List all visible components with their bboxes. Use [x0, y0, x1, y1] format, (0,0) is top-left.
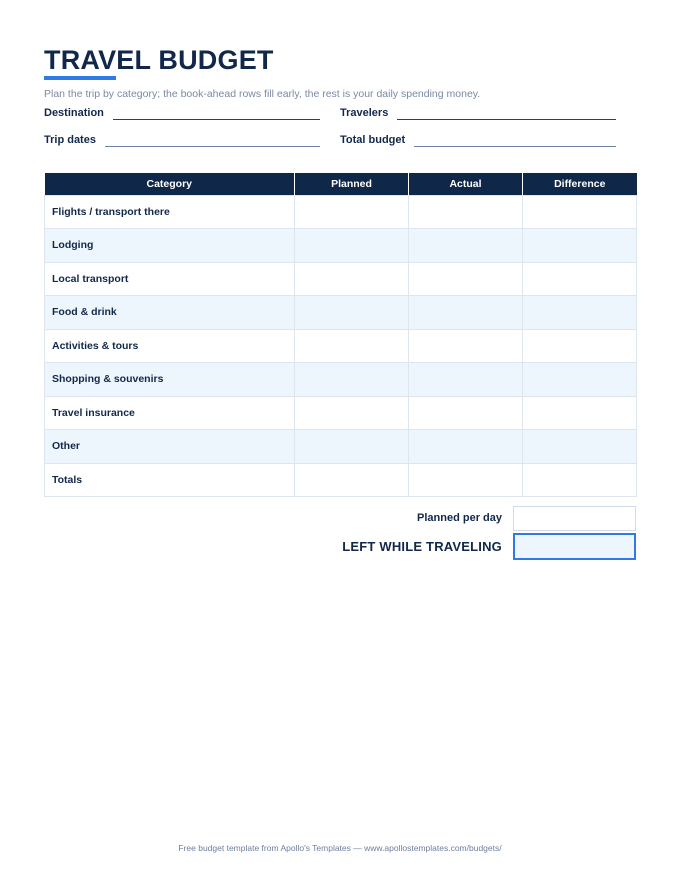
table-row	[45, 296, 637, 330]
row-category-label: Other	[45, 430, 295, 464]
column-header-actual: Actual	[409, 173, 523, 195]
planned-cell[interactable]	[295, 262, 409, 296]
planned-cell[interactable]	[295, 296, 409, 330]
trip-dates-input-line[interactable]	[105, 137, 320, 147]
total-budget-field[interactable]	[340, 131, 616, 147]
budget-table	[44, 173, 637, 497]
difference-cell[interactable]	[523, 363, 637, 397]
planned-cell[interactable]	[295, 430, 409, 464]
difference-cell[interactable]	[523, 396, 637, 430]
title-accent-bar	[44, 76, 116, 80]
table-header-row	[45, 173, 637, 195]
difference-cell[interactable]	[523, 262, 637, 296]
actual-cell[interactable]	[409, 195, 523, 229]
table-row	[45, 329, 637, 363]
actual-cell[interactable]	[409, 262, 523, 296]
left-while-traveling-label: LEFT WHILE TRAVELING	[342, 539, 502, 554]
row-category-label: Travel insurance	[45, 396, 295, 430]
planned-cell[interactable]	[295, 363, 409, 397]
planned-cell[interactable]	[295, 396, 409, 430]
row-category-label: Activities & tours	[45, 329, 295, 363]
footer-credit: Free budget template from Apollo's Templates — www.apollostemplates.com/budgets/	[178, 843, 502, 853]
actual-cell[interactable]	[409, 229, 523, 263]
table-row	[45, 396, 637, 430]
actual-cell[interactable]	[409, 296, 523, 330]
trip-dates-label: Trip dates	[44, 134, 96, 146]
row-category-label: Lodging	[45, 229, 295, 263]
table-row	[45, 195, 637, 229]
destination-label: Destination	[44, 107, 104, 119]
actual-cell[interactable]	[409, 396, 523, 430]
table-row	[45, 430, 637, 464]
total-budget-label: Total budget	[340, 134, 406, 146]
totals-label: Totals	[45, 463, 295, 497]
planned-per-day-box[interactable]	[513, 506, 636, 531]
table-row	[45, 363, 637, 397]
column-header-difference: Difference	[523, 173, 637, 195]
travelers-label: Travelers	[340, 107, 389, 119]
actual-cell[interactable]	[409, 363, 523, 397]
destination-input-line[interactable]	[113, 110, 320, 120]
row-category-label: Local transport	[45, 262, 295, 296]
row-category-label: Flights / transport there	[45, 195, 295, 229]
travelers-input-line[interactable]	[397, 110, 616, 120]
planned-cell[interactable]	[295, 229, 409, 263]
difference-cell[interactable]	[523, 329, 637, 363]
difference-cell[interactable]	[523, 296, 637, 330]
planned-total-cell[interactable]	[295, 463, 409, 497]
row-category-label: Shopping & souvenirs	[45, 363, 295, 397]
column-header-category: Category	[45, 173, 295, 195]
actual-cell[interactable]	[409, 430, 523, 464]
trip-dates-field[interactable]	[44, 131, 320, 147]
planned-per-day-label: Planned per day	[417, 512, 502, 524]
table-row	[45, 262, 637, 296]
page-subtitle: Plan the trip by category; the book-ahead rows fill early, the rest is your daily spending money.	[44, 88, 481, 100]
travelers-field[interactable]	[340, 104, 616, 120]
actual-cell[interactable]	[409, 329, 523, 363]
difference-total-cell[interactable]	[523, 463, 637, 497]
left-while-traveling-box[interactable]	[513, 533, 636, 560]
table-row	[45, 229, 637, 263]
page-title: TRAVEL BUDGET	[44, 45, 274, 75]
difference-cell[interactable]	[523, 229, 637, 263]
destination-field[interactable]	[44, 104, 320, 120]
difference-cell[interactable]	[523, 195, 637, 229]
planned-cell[interactable]	[295, 195, 409, 229]
row-category-label: Food & drink	[45, 296, 295, 330]
difference-cell[interactable]	[523, 430, 637, 464]
totals-row	[45, 463, 637, 497]
planned-cell[interactable]	[295, 329, 409, 363]
column-header-planned: Planned	[295, 173, 409, 195]
total-budget-input-line[interactable]	[414, 137, 616, 147]
actual-total-cell[interactable]	[409, 463, 523, 497]
